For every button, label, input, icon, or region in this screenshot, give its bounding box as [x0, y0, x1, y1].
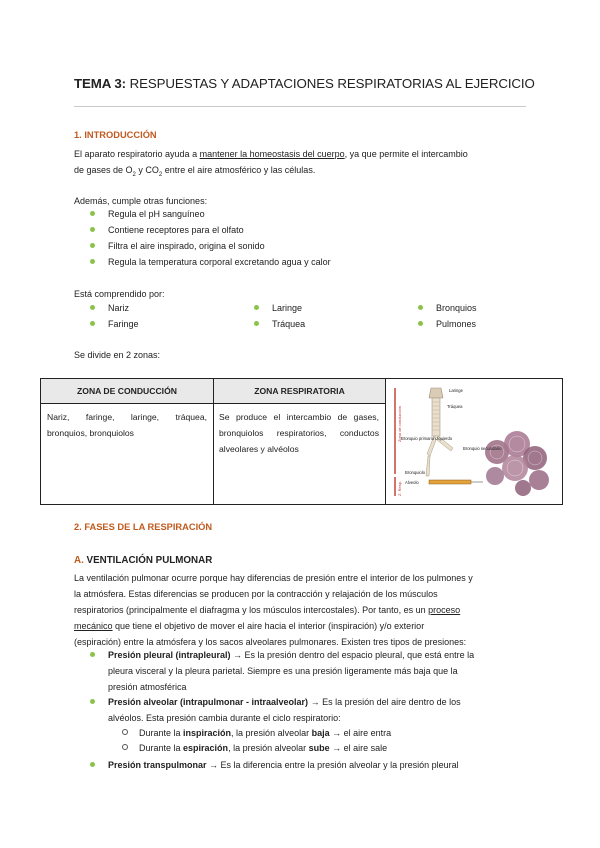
circle-bullet-icon: [122, 744, 128, 750]
list-item: Regula la temperatura corporal excretando agua y calor: [90, 257, 331, 267]
fig-label-trachea: Tráquea: [447, 404, 463, 409]
page-title: TEMA 3: RESPUESTAS Y ADAPTACIONES RESPIRATORIAS AL EJERCICIO: [74, 76, 535, 91]
bullet-icon: [90, 699, 95, 704]
list-item: Regula el pH sanguíneo: [90, 209, 205, 219]
fig-label-bronchus-secondary: Bronquio secundario: [463, 446, 502, 451]
bullet-icon: [90, 243, 95, 248]
fig-label-larynx: Laringe: [449, 388, 463, 393]
sub-item-inspiration: Durante la inspiración, la presión alveolar baja → el aire entra: [122, 728, 391, 738]
fig-label-bronchus: Bronquio primario izquierdo: [401, 436, 453, 441]
comprised-intro: Está comprendido por:: [74, 289, 165, 299]
bullet-icon: [418, 305, 423, 310]
trachea-shape: [432, 398, 440, 436]
sub-item-expiration: Durante la espiración, la presión alveolar sube → el aire sale: [122, 743, 387, 753]
proceso-mecanico-link-cont: mecánico: [74, 621, 113, 631]
list-item: Filtra el aire inspirado, origina el sonido: [90, 241, 265, 251]
bullet-icon: [90, 305, 95, 310]
zone-conduction-label: Zona de conducción: [397, 405, 402, 442]
bullet-icon: [90, 227, 95, 232]
header-conduction: ZONA DE CONDUCCIÓN: [41, 379, 213, 404]
bullet-icon: [90, 652, 95, 657]
title-divider: [74, 106, 526, 107]
circle-bullet-icon: [122, 729, 128, 735]
list-item: Contiene receptores para el olfato: [90, 225, 244, 235]
pressure-pleural-desc: pleura visceral y la pleura parietal. Siempre es una presión ligeramente más baja que la presión atmosférica: [108, 666, 458, 692]
section-2-heading: 2. FASES DE LA RESPIRACIÓN: [74, 522, 213, 532]
fig-label-bronchiole: Bronquiolo: [405, 470, 426, 475]
bullet-icon: [90, 762, 95, 767]
functions-intro: Además, cumple otras funciones:: [74, 196, 208, 206]
pressure-alveolar-desc: alvéolos. Esta presión cambia durante el ciclo respiratorio:: [108, 713, 341, 723]
column-divider: [213, 379, 214, 504]
bullet-icon: [90, 259, 95, 264]
organ-item: Nariz: [90, 303, 129, 313]
subsection-a-heading: A. VENTILACIÓN PULMONAR: [74, 555, 213, 566]
ventilation-paragraph: La ventilación pulmonar ocurre porque hay diferencias de presión entre el interior de los pulmones y la atmósfera. Estas diferencias se producen por la contracción y relajación de los músculos respiratorios (principalmente el diafragma y los músculos intercostales). Por tanto, es un proceso mecánico que tiene el objetivo de mover el aire hacia el interior (inspiración) y/o exterior (espiración) entre la atmósfera y los sacos alveolares pulmonares. Existen tres tipos de presiones:: [74, 573, 473, 647]
conduction-text: Nariz, faringe, laringe, tráquea, bronquios, bronquiolos: [47, 412, 207, 438]
intro-paragraph: El aparato respiratorio ayuda a mantener la homeostasis del cuerpo, ya que permite el intercambio de gases de $O_2$ y $CO_2$ entre el aire atmosférico y las células.: [74, 149, 468, 178]
proceso-mecanico-link: proceso: [428, 605, 461, 615]
bronchiole-shape: [426, 456, 430, 476]
bullet-icon: [90, 211, 95, 216]
column-divider: [385, 379, 386, 504]
bullet-icon: [418, 321, 423, 326]
zone-respiratory-label: Z. Resp.: [397, 480, 402, 496]
pressure-item-pleural: Presión pleural (intrapleural) → Es la presión dentro del espacio pleural, que está entre la: [90, 650, 474, 660]
pressure-item-alveolar: Presión alveolar (intrapulmonar - intraalveolar) → Es la presión del aire dentro de los: [90, 697, 461, 707]
organ-item: Pulmones: [418, 319, 476, 329]
organ-item: Bronquios: [418, 303, 477, 313]
section-1-heading: 1. INTRODUCCIÓN: [74, 130, 157, 140]
fig-label-alveolus: Alveolo: [405, 480, 419, 485]
organ-item: Laringe: [254, 303, 302, 313]
homeostasis-link: mantener la homeostasis del cuerpo: [199, 149, 345, 159]
zones-intro: Se divide en 2 zonas:: [74, 350, 161, 360]
organ-item: Tráquea: [254, 319, 305, 329]
header-respiratory: ZONA RESPIRATORIA: [214, 379, 385, 404]
bullet-icon: [254, 305, 259, 310]
organ-item: Faringe: [90, 319, 139, 329]
larynx-shape: [429, 388, 443, 398]
bullet-icon: [254, 321, 259, 326]
respiratory-text: Se produce el intercambio de gases, bronquiolos respiratorios, conductos alveolares y alvéolos: [219, 412, 379, 454]
pressure-item-transpulmonary: Presión transpulmonar → Es la diferencia entre la presión alveolar y la presión pleural: [90, 760, 459, 770]
bullet-icon: [90, 321, 95, 326]
airway-diagram: [391, 384, 557, 500]
alveolar-duct-shape: [429, 480, 471, 484]
